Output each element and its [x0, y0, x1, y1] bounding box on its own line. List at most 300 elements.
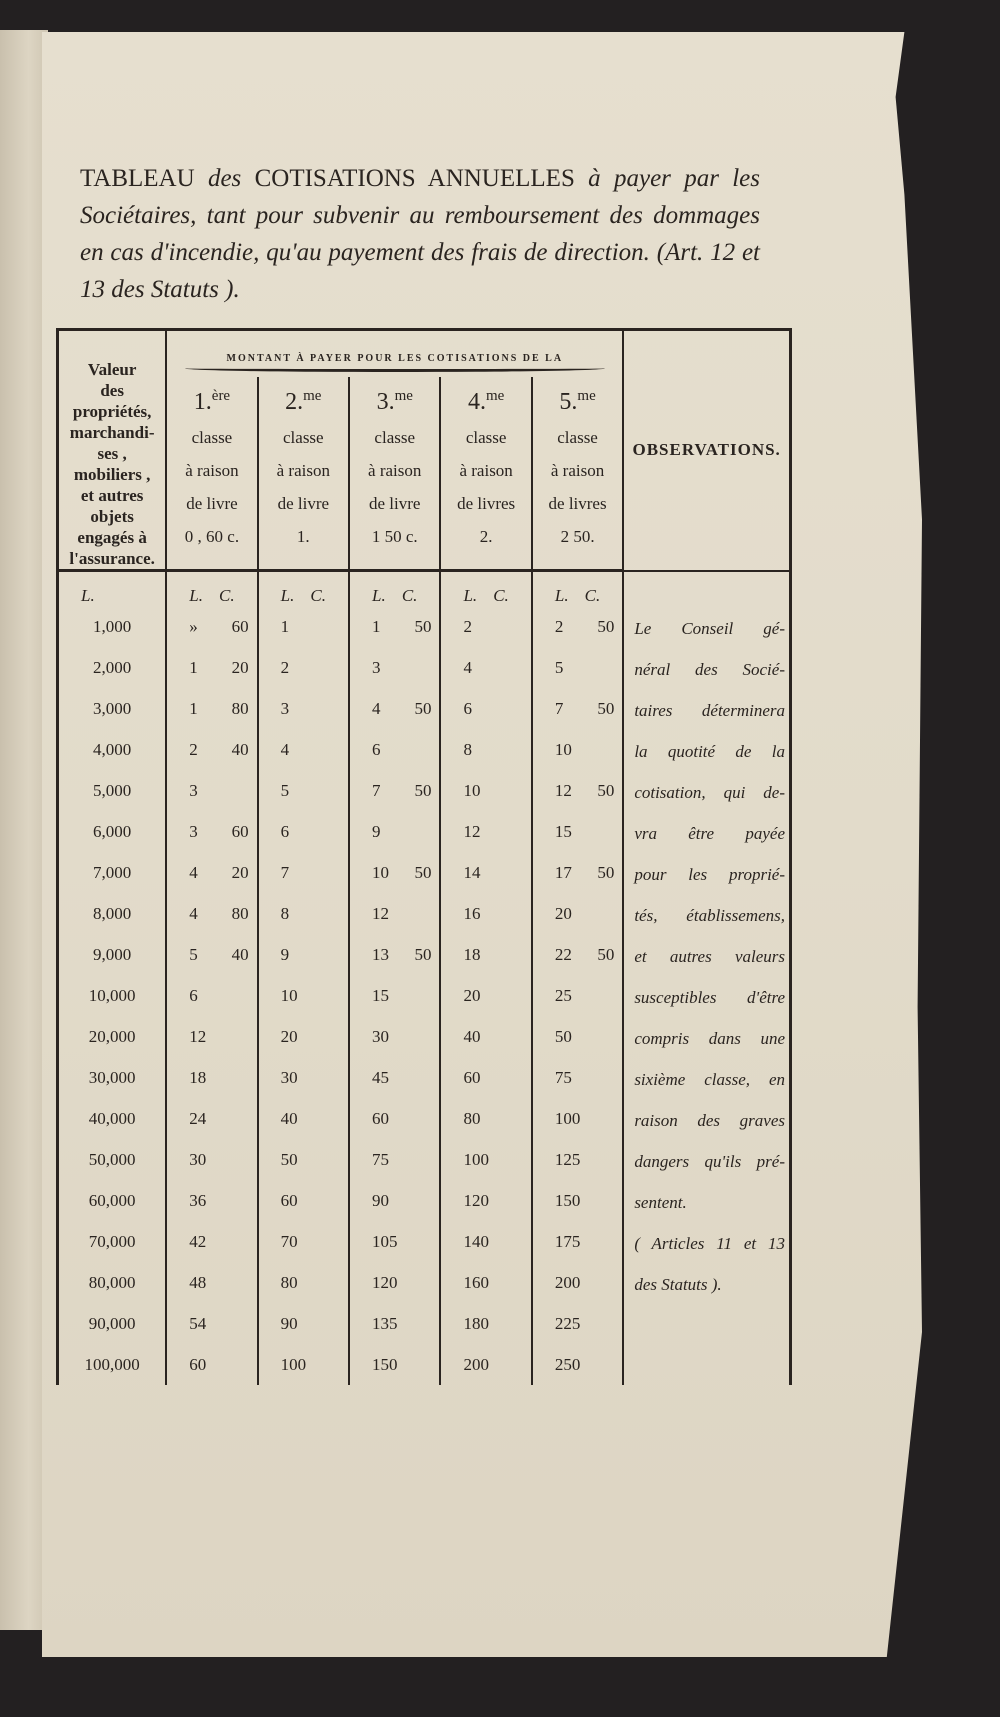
class-label: classe — [374, 427, 416, 447]
centimes: 40 — [231, 944, 249, 964]
cotisation-class-4 — [440, 647, 531, 688]
centimes: 50 — [414, 616, 432, 636]
title-tableau: TABLEAU — [80, 165, 195, 192]
class-rate-unit: de livres — [457, 493, 516, 513]
centimes: 50 — [597, 862, 615, 882]
livres: 15 — [554, 821, 572, 841]
observation-line: la quotité de la — [634, 742, 785, 761]
cotisation-class-3 — [349, 1221, 440, 1262]
livres: 80 — [463, 1108, 481, 1128]
centimes: 40 — [231, 739, 249, 759]
header-valeur-line: et autres — [80, 486, 144, 505]
livres: 3 — [280, 698, 290, 718]
cotisation-class-3 — [349, 1344, 440, 1385]
observation-line: néral des Socié- — [634, 660, 785, 679]
header-class-5 — [532, 377, 623, 571]
cotisation-class-1 — [166, 1098, 257, 1139]
title-end: 12 et 13 des Statuts ). — [80, 239, 761, 303]
class-rate-label: à raison — [185, 460, 239, 480]
cotisation-class-2 — [258, 688, 349, 729]
livres: 10 — [554, 739, 572, 759]
livres: 25 — [554, 985, 572, 1005]
cotisation-class-4 — [440, 729, 531, 770]
centimes: 50 — [414, 862, 432, 882]
header-valeur-line: des — [100, 381, 124, 400]
observation-line: Le Conseil gé- — [634, 619, 785, 638]
observation-line: et autres valeurs — [634, 947, 785, 966]
property-value: 6,000 — [58, 811, 167, 852]
cotisation-class-2 — [258, 975, 349, 1016]
unit-class-3: L. C. — [349, 571, 440, 607]
header-valeur-line: marchandi- — [69, 423, 155, 442]
livres: 6 — [280, 821, 290, 841]
cotisation-class-2 — [258, 811, 349, 852]
livres: 15 — [371, 985, 389, 1005]
document-title — [80, 160, 760, 308]
cotisation-class-2 — [258, 770, 349, 811]
livres: 4 — [189, 862, 198, 882]
header-valeur-line: mobiliers , — [73, 465, 151, 484]
livres: 70 — [280, 1231, 298, 1251]
class-number: 1.$^{ère}$ — [193, 387, 231, 415]
title-des: des — [194, 165, 255, 192]
observation-line: sentent. — [634, 1193, 687, 1212]
header-valeur-line: propriétés, — [72, 402, 152, 421]
cotisation-class-4 — [440, 934, 531, 975]
cotisation-class-1 — [166, 647, 257, 688]
cotisation-class-3 — [349, 1139, 440, 1180]
observation-line: vra être payée — [634, 824, 785, 843]
livres: 45 — [371, 1067, 389, 1087]
livres: 6 — [189, 985, 198, 1005]
cotisation-class-3 — [349, 1180, 440, 1221]
livres: 17 — [554, 862, 572, 882]
cotisation-class-2 — [258, 729, 349, 770]
cotisation-class-2 — [258, 852, 349, 893]
livres: 60 — [280, 1190, 298, 1210]
livres: 36 — [189, 1190, 207, 1210]
observation-line: susceptibles d'être — [634, 988, 785, 1007]
livres: 1 — [189, 698, 198, 718]
livres: 30 — [371, 1026, 389, 1046]
livres: 60 — [189, 1354, 207, 1374]
title-body: à payer par les Sociétaires, tant pour subvenir au remboursement des dommages en cas d'incendie, qu'au payement des frais de direction. ( — [80, 165, 761, 266]
class-number: 3.$^{me}$ — [376, 387, 413, 415]
header-valeur-line: objets — [90, 507, 134, 526]
class-rate-label: à raison — [550, 460, 605, 480]
class-rate-label: à raison — [459, 460, 513, 480]
cotisation-class-1 — [166, 1016, 257, 1057]
cotisation-class-2 — [258, 1303, 349, 1344]
livres: 9 — [371, 821, 381, 841]
unit-class-4: L. C. — [440, 571, 531, 607]
class-rate-unit: de livres — [548, 493, 607, 513]
cotisation-class-1 — [166, 1344, 257, 1385]
property-value: 3,000 — [58, 688, 167, 729]
livres: 200 — [463, 1354, 489, 1374]
cotisation-class-5 — [532, 647, 623, 688]
unit-class-5: L. C. — [532, 571, 623, 607]
cotisation-class-4 — [440, 1016, 531, 1057]
class-rate-unit: de livre — [186, 493, 238, 513]
header-valeur-line: engagés à — [77, 528, 147, 547]
livres: 7 — [554, 698, 564, 718]
livres: 60 — [371, 1108, 389, 1128]
livres: 105 — [371, 1231, 398, 1251]
cotisation-class-4 — [440, 1180, 531, 1221]
cotisation-class-4 — [440, 606, 531, 647]
livres: 120 — [463, 1190, 489, 1210]
cotisation-class-1 — [166, 770, 257, 811]
table-row — [58, 606, 791, 647]
header-class-2 — [258, 377, 349, 571]
header-class-1 — [166, 377, 257, 571]
cotisation-class-2 — [258, 893, 349, 934]
livres: 20 — [463, 985, 481, 1005]
cotisation-class-5 — [532, 975, 623, 1016]
cotisation-class-1 — [166, 1139, 257, 1180]
livres: 2 — [280, 657, 290, 677]
cotisation-class-1 — [166, 606, 257, 647]
cotisation-class-1 — [166, 1262, 257, 1303]
cotisation-class-5 — [532, 1139, 623, 1180]
centimes: 50 — [414, 698, 432, 718]
cotisation-class-3 — [349, 1098, 440, 1139]
cotisation-class-1 — [166, 893, 257, 934]
livres: 20 — [280, 1026, 298, 1046]
cotisation-class-3 — [349, 729, 440, 770]
cotisation-class-2 — [258, 1098, 349, 1139]
observation-line: sixième classe, en — [634, 1070, 785, 1089]
cotisation-class-3 — [349, 1016, 440, 1057]
livres: 18 — [189, 1067, 207, 1087]
cotisation-class-4 — [440, 1303, 531, 1344]
livres: 135 — [371, 1313, 398, 1333]
cotisation-class-3 — [349, 647, 440, 688]
livres: 8 — [280, 903, 290, 923]
cotisation-class-3 — [349, 852, 440, 893]
cotisation-class-4 — [440, 975, 531, 1016]
class-label: classe — [191, 427, 233, 447]
cotisation-class-5 — [532, 688, 623, 729]
cotisation-class-5 — [532, 1016, 623, 1057]
observation-line: tés, établissemens, — [634, 906, 785, 925]
cotisation-class-1 — [166, 1221, 257, 1262]
livres: 160 — [463, 1272, 489, 1292]
class-rate-unit: de livre — [277, 493, 330, 513]
cotisation-class-3 — [349, 688, 440, 729]
livres: 10 — [371, 862, 389, 882]
observation-line: pour les proprié- — [634, 865, 785, 884]
header-class-4 — [440, 377, 531, 571]
livres: 16 — [463, 903, 481, 923]
livres: 14 — [463, 862, 481, 882]
livres: 3 — [189, 821, 198, 841]
cotisation-class-2 — [258, 1057, 349, 1098]
livres: 5 — [280, 780, 290, 800]
livres: 24 — [189, 1108, 207, 1128]
livres: 90 — [371, 1190, 389, 1210]
unit-value: L. — [58, 571, 167, 607]
centimes: 20 — [231, 862, 249, 882]
observation-line: dangers qu'ils pré- — [634, 1152, 785, 1171]
cotisations-table — [56, 328, 792, 1385]
property-value: 90,000 — [58, 1303, 167, 1344]
livres: 6 — [371, 739, 381, 759]
header-swash — [166, 364, 623, 377]
centimes: 50 — [414, 780, 432, 800]
property-value: 4,000 — [58, 729, 167, 770]
cotisation-class-5 — [532, 1057, 623, 1098]
cotisation-class-1 — [166, 934, 257, 975]
centimes: 80 — [231, 698, 249, 718]
livres: 30 — [280, 1067, 298, 1087]
cotisation-class-3 — [349, 770, 440, 811]
cotisation-class-1 — [166, 688, 257, 729]
livres: 175 — [554, 1231, 581, 1251]
cotisation-class-4 — [440, 852, 531, 893]
livres: » — [189, 616, 198, 636]
cotisation-class-4 — [440, 1262, 531, 1303]
observation-line: cotisation, qui de- — [634, 783, 785, 802]
cotisation-class-2 — [258, 606, 349, 647]
class-label: classe — [465, 427, 507, 447]
property-value: 60,000 — [58, 1180, 167, 1221]
livres: 22 — [554, 944, 572, 964]
cotisation-class-4 — [440, 1057, 531, 1098]
livres: 40 — [280, 1108, 298, 1128]
livres: 30 — [189, 1149, 207, 1169]
cotisation-class-4 — [440, 688, 531, 729]
livres: 3 — [371, 657, 381, 677]
class-rate: 1 50 c. — [371, 526, 418, 546]
livres: 75 — [371, 1149, 389, 1169]
cotisation-class-1 — [166, 975, 257, 1016]
cotisation-class-3 — [349, 1057, 440, 1098]
livres: 20 — [554, 903, 572, 923]
cotisation-class-5 — [532, 852, 623, 893]
livres: 100 — [554, 1108, 581, 1128]
observation-line: ( Articles 11 et 13 — [634, 1234, 785, 1253]
livres: 54 — [189, 1313, 207, 1333]
cotisation-class-5 — [532, 934, 623, 975]
cotisation-class-5 — [532, 1221, 623, 1262]
livres: 9 — [280, 944, 290, 964]
centimes: 80 — [231, 903, 249, 923]
livres: 18 — [463, 944, 481, 964]
cotisation-class-4 — [440, 811, 531, 852]
cotisation-class-3 — [349, 934, 440, 975]
cotisation-class-2 — [258, 1016, 349, 1057]
cotisation-class-5 — [532, 1344, 623, 1385]
livres: 200 — [554, 1272, 581, 1292]
cotisation-class-3 — [349, 606, 440, 647]
centimes: 60 — [231, 821, 249, 841]
livres: 13 — [371, 944, 389, 964]
livres: 60 — [463, 1067, 481, 1087]
unit-class-1: L. C. — [166, 571, 257, 607]
header-class-3 — [349, 377, 440, 571]
observation-line: des Statuts ). — [634, 1275, 722, 1294]
livres: 12 — [189, 1026, 207, 1046]
livres: 150 — [554, 1190, 581, 1210]
livres: 42 — [189, 1231, 207, 1251]
livres: 4 — [371, 698, 381, 718]
centimes: 20 — [231, 657, 249, 677]
livres: 10 — [280, 985, 298, 1005]
property-value: 70,000 — [58, 1221, 167, 1262]
cotisation-class-1 — [166, 852, 257, 893]
livres: 7 — [371, 780, 381, 800]
property-value: 5,000 — [58, 770, 167, 811]
header-valeur — [58, 330, 167, 571]
header-montant: MONTANT À PAYER POUR LES COTISATIONS DE LA — [166, 330, 623, 364]
cotisation-class-3 — [349, 1262, 440, 1303]
cotisation-class-2 — [258, 1180, 349, 1221]
livres: 100 — [280, 1354, 307, 1374]
class-number: 5.$^{me}$ — [559, 387, 596, 415]
class-rate-label: à raison — [368, 460, 422, 480]
livres: 1 — [189, 657, 198, 677]
cotisation-class-5 — [532, 729, 623, 770]
livres: 2 — [554, 616, 564, 636]
livres: 1 — [280, 616, 290, 636]
livres: 140 — [463, 1231, 489, 1251]
cotisation-class-2 — [258, 647, 349, 688]
property-value: 20,000 — [58, 1016, 167, 1057]
header-valeur-line: ses , — [97, 444, 127, 463]
observations-text — [623, 606, 790, 1385]
cotisation-class-4 — [440, 893, 531, 934]
centimes: 60 — [231, 616, 249, 636]
cotisation-class-2 — [258, 1221, 349, 1262]
cotisation-class-4 — [440, 770, 531, 811]
observation-line: raison des graves — [634, 1111, 785, 1130]
header-observations: OBSERVATIONS. — [623, 330, 790, 571]
livres: 180 — [463, 1313, 489, 1333]
class-rate: 2 50. — [560, 526, 595, 546]
livres: 225 — [554, 1313, 581, 1333]
livres: 5 — [554, 657, 564, 677]
livres: 80 — [280, 1272, 298, 1292]
cotisation-class-5 — [532, 1098, 623, 1139]
cotisation-class-5 — [532, 770, 623, 811]
header-valeur-line: l'assurance. — [69, 549, 155, 568]
cotisation-class-1 — [166, 1057, 257, 1098]
unit-row — [58, 571, 791, 607]
livres: 5 — [189, 944, 198, 964]
livres: 3 — [189, 780, 198, 800]
livres: 4 — [280, 739, 290, 759]
livres: 12 — [463, 821, 481, 841]
centimes: 50 — [597, 616, 615, 636]
livres: 250 — [554, 1354, 581, 1374]
class-label: classe — [283, 427, 324, 447]
livres: 1 — [371, 616, 381, 636]
livres: 120 — [371, 1272, 398, 1292]
cotisation-class-5 — [532, 1262, 623, 1303]
livres: 10 — [463, 780, 481, 800]
cotisation-class-5 — [532, 1303, 623, 1344]
livres: 2 — [189, 739, 198, 759]
centimes: 50 — [597, 698, 615, 718]
livres: 7 — [280, 862, 290, 882]
property-value: 9,000 — [58, 934, 167, 975]
livres: 150 — [371, 1354, 398, 1374]
title-cotisations: COTISATIONS ANNUELLES — [254, 165, 575, 192]
cotisation-class-2 — [258, 934, 349, 975]
livres: 40 — [463, 1026, 481, 1046]
cotisation-class-5 — [532, 1180, 623, 1221]
livres: 100 — [463, 1149, 489, 1169]
property-value: 50,000 — [58, 1139, 167, 1180]
property-value: 80,000 — [58, 1262, 167, 1303]
cotisation-class-3 — [349, 893, 440, 934]
title-art: Art. — [665, 239, 704, 266]
property-value: 30,000 — [58, 1057, 167, 1098]
property-value: 7,000 — [58, 852, 167, 893]
header-valeur-line: Valeur — [87, 360, 137, 379]
unit-observations — [623, 571, 790, 607]
cotisation-class-3 — [349, 811, 440, 852]
property-value: 2,000 — [58, 647, 167, 688]
cotisation-class-1 — [166, 811, 257, 852]
centimes: 50 — [597, 944, 615, 964]
centimes: 50 — [414, 944, 432, 964]
livres: 8 — [463, 739, 472, 759]
property-value: 8,000 — [58, 893, 167, 934]
cotisation-class-5 — [532, 811, 623, 852]
class-rate: 1. — [296, 526, 310, 546]
class-number: 2.$^{me}$ — [285, 387, 322, 415]
centimes: 50 — [597, 780, 615, 800]
livres: 90 — [280, 1313, 298, 1333]
cotisation-class-1 — [166, 729, 257, 770]
cotisation-class-4 — [440, 1098, 531, 1139]
livres: 50 — [280, 1149, 298, 1169]
property-value: 10,000 — [58, 975, 167, 1016]
livres: 50 — [554, 1026, 572, 1046]
cotisation-class-4 — [440, 1221, 531, 1262]
class-number: 4.$^{me}$ — [467, 387, 505, 415]
cotisation-class-2 — [258, 1344, 349, 1385]
observation-line: compris dans une — [634, 1029, 785, 1048]
unit-class-2: L. C. — [258, 571, 349, 607]
cotisation-class-2 — [258, 1139, 349, 1180]
class-rate-unit: de livre — [369, 493, 421, 513]
livres: 12 — [371, 903, 389, 923]
previous-page-edge — [0, 30, 48, 1630]
livres: 48 — [189, 1272, 207, 1292]
class-rate-label: à raison — [276, 460, 330, 480]
livres: 2 — [463, 616, 472, 636]
cotisation-class-4 — [440, 1344, 531, 1385]
cotisation-class-1 — [166, 1180, 257, 1221]
class-rate: 0 , 60 c. — [184, 526, 240, 546]
cotisation-class-3 — [349, 975, 440, 1016]
property-value: 1,000 — [58, 606, 167, 647]
livres: 4 — [189, 903, 198, 923]
livres: 12 — [554, 780, 572, 800]
class-rate: 2. — [479, 526, 493, 546]
property-value: 100,000 — [58, 1344, 167, 1385]
livres: 4 — [463, 657, 472, 677]
livres: 75 — [554, 1067, 572, 1087]
observation-line: taires déterminera — [634, 701, 785, 720]
livres: 6 — [463, 698, 472, 718]
cotisation-class-1 — [166, 1303, 257, 1344]
property-value: 40,000 — [58, 1098, 167, 1139]
